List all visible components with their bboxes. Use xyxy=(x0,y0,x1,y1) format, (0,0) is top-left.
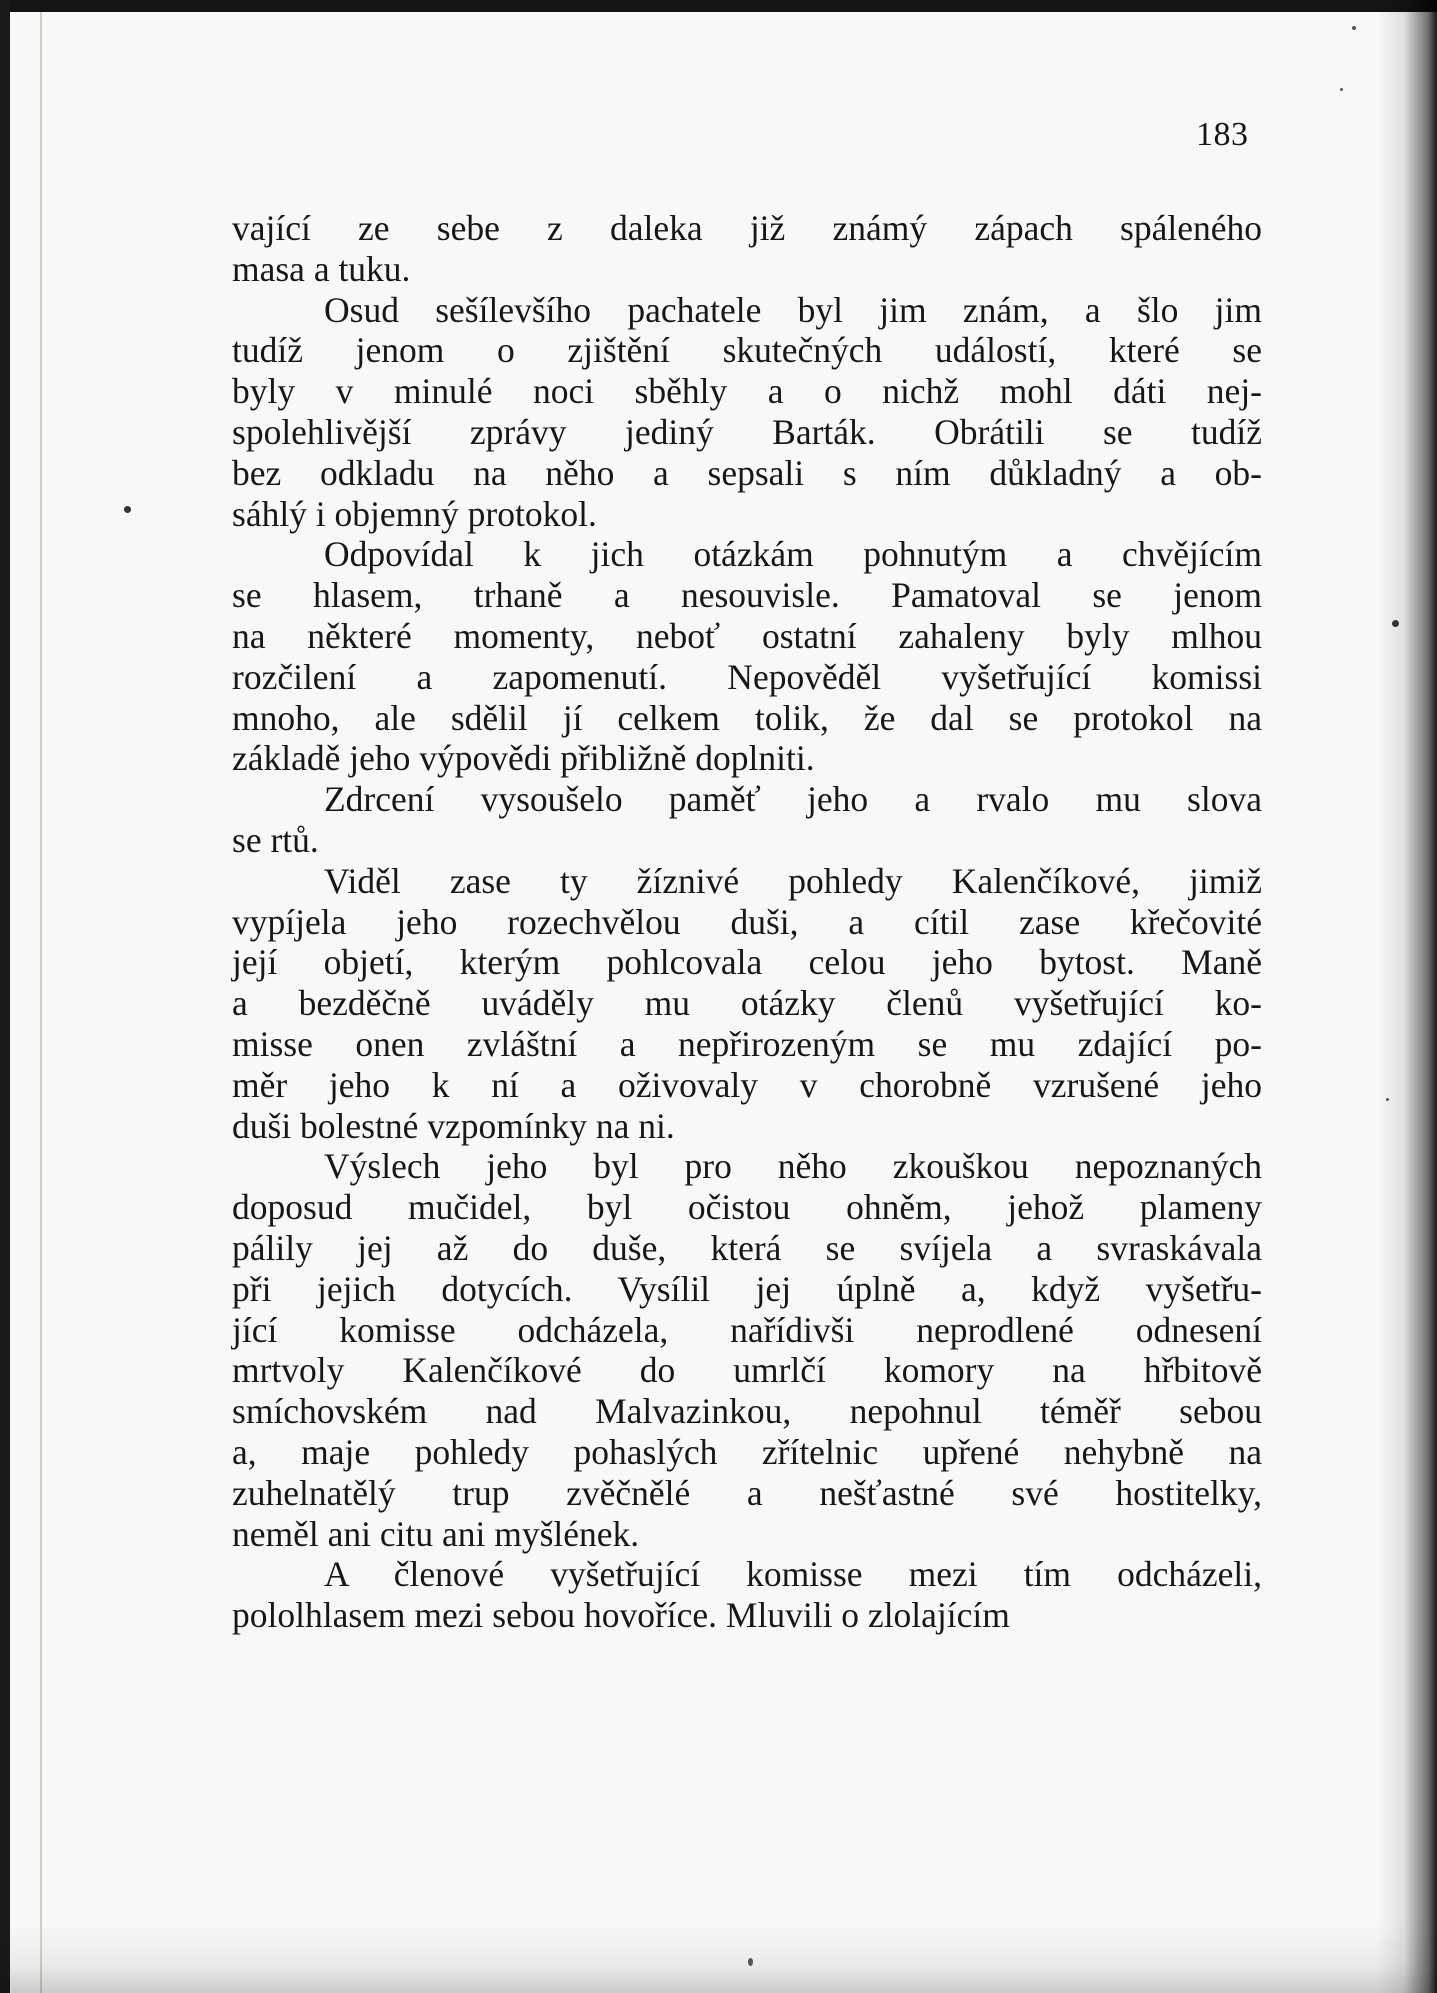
text-line: jící komisse odcházela, nařídivši neprodlené odnesení xyxy=(232,1309,1262,1350)
text-line: její objetí, kterým pohlcovala celou jeho bytost. Maně xyxy=(232,942,1262,983)
text-line: rozčilení a zapomenutí. Nepověděl vyšetřující komissi xyxy=(232,656,1262,697)
paragraph xyxy=(232,1554,1262,1636)
text-line: Výslech jeho byl pro něho zkouškou nepoznaných xyxy=(324,1146,1262,1187)
text-line: bez odkladu na něho a sepsali s ním důkladný a ob- xyxy=(232,452,1262,493)
text-line: A členové vyšetřující komisse mezi tím odcházeli, xyxy=(324,1554,1262,1595)
text-line: se rtů. xyxy=(232,819,319,860)
text-line: sáhlý i objemný protokol. xyxy=(232,493,597,534)
text-line: Osud sešílevšího pachatele byl jim znám, a šlo jim xyxy=(324,289,1262,330)
scan-speck xyxy=(1340,88,1343,91)
paragraph xyxy=(232,1146,1262,1554)
text-line: masa a tuku. xyxy=(232,248,411,289)
text-line: zuhelnatělý trup zvěčnělé a nešťastné své hostitelky, xyxy=(232,1472,1262,1513)
paragraph xyxy=(232,861,1262,1147)
scan-speck xyxy=(1352,26,1356,30)
text-line: spolehlivější zprávy jediný Barták. Obrátili se tudíž xyxy=(232,411,1262,452)
scan-right-shadow xyxy=(1377,0,1437,1993)
text-line: tudíž jenom o zjištění skutečných událostí, které se xyxy=(232,330,1262,371)
scan-speck xyxy=(1386,1098,1389,1101)
text-line: mnoho, ale sdělil jí celkem tolik, že dal se protokol na xyxy=(232,697,1262,738)
text-line: základě jeho výpovědi přibližně doplniti. xyxy=(232,738,815,779)
text-line: byly v minulé noci sběhly a o nichž mohl dáti nej- xyxy=(232,371,1262,412)
paragraph xyxy=(232,534,1262,779)
text-line: měr jeho k ní a oživovaly v chorobně vzrušené jeho xyxy=(232,1064,1262,1105)
text-line: vající ze sebe z daleka již známý zápach spáleného xyxy=(232,208,1262,248)
text-line: Zdrcení vysoušelo paměť jeho a rvalo mu slova xyxy=(324,779,1262,820)
paragraph xyxy=(232,779,1262,861)
text-line: a bezděčně uváděly mu otázky členů vyšetřující ko- xyxy=(232,983,1262,1024)
page-edge-line xyxy=(40,12,42,1993)
text-line: misse onen zvláštní a nepřirozeným se mu zdající po- xyxy=(232,1023,1262,1064)
scan-speck xyxy=(748,1958,753,1966)
text-line: doposud mučidel, byl očistou ohněm, jehož plameny xyxy=(232,1187,1262,1228)
text-line: na některé momenty, neboť ostatní zahaleny byly mlhou xyxy=(232,615,1262,656)
margin-mark-left xyxy=(124,506,131,513)
margin-mark-right xyxy=(1392,620,1399,627)
body-text xyxy=(232,208,1262,1636)
text-line: a, maje pohledy pohaslých zřítelnic upřené nehybně na xyxy=(232,1431,1262,1472)
page-number: 183 xyxy=(1196,116,1249,153)
scan-bottom-shadow xyxy=(0,1923,1437,1993)
text-line: neměl ani citu ani myšlének. xyxy=(232,1513,640,1554)
text-line: Viděl zase ty žíznivé pohledy Kalenčíkové, jimiž xyxy=(324,860,1262,901)
text-line: pálily jej až do duše, která se svíjela a svraskávala xyxy=(232,1227,1262,1268)
scan-left-border xyxy=(0,0,10,1993)
paragraph xyxy=(232,208,1262,290)
text-line: mrtvoly Kalenčíkové do umrlčí komory na hřbitově xyxy=(232,1350,1262,1391)
text-line: smíchovském nad Malvazinkou, nepohnul téměř sebou xyxy=(232,1391,1262,1432)
text-line: duši bolestné vzpomínky na ni. xyxy=(232,1105,675,1146)
scan-top-border xyxy=(0,0,1437,12)
text-line: vypíjela jeho rozechvělou duši, a cítil zase křečovité xyxy=(232,901,1262,942)
text-line: při jejich dotycích. Vysílil jej úplně a, když vyšetřu- xyxy=(232,1268,1262,1309)
text-line: Odpovídal k jich otázkám pohnutým a chvějícím xyxy=(324,534,1262,575)
text-line: se hlasem, trhaně a nesouvisle. Pamatoval se jenom xyxy=(232,575,1262,616)
text-line: pololhlasem mezi sebou hovoříce. Mluvili o zlolajícím xyxy=(232,1595,1010,1636)
paragraph xyxy=(232,290,1262,535)
